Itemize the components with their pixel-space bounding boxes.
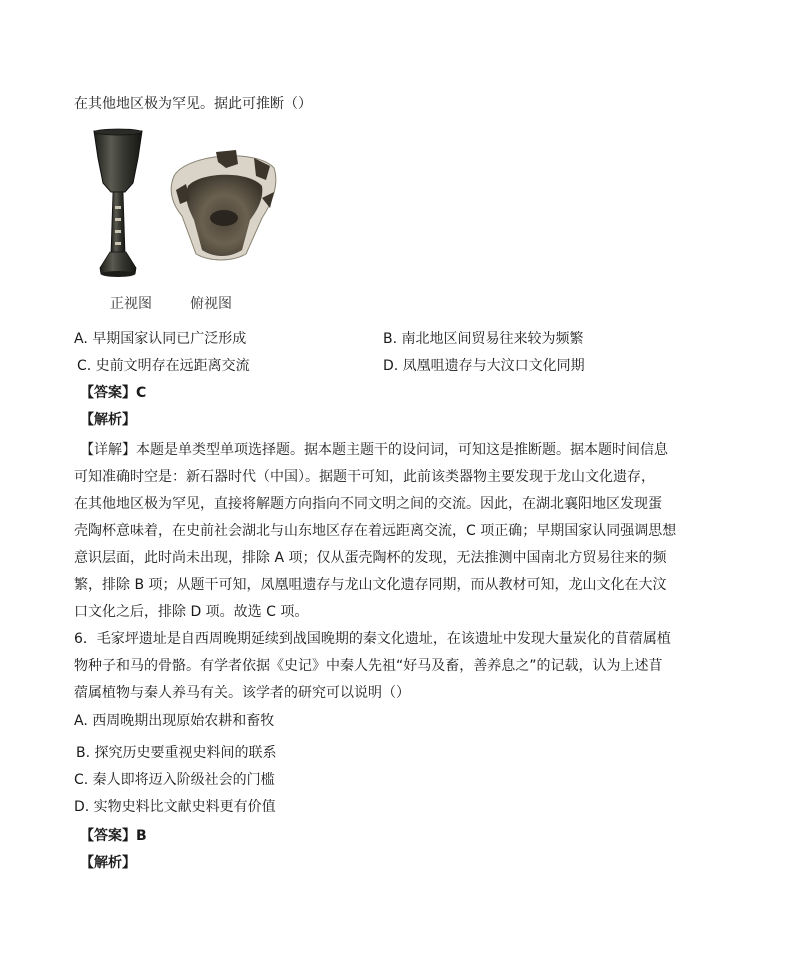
question-5-option-c: C. 史前文明存在远距离交流: [77, 358, 250, 374]
question-5-detail-line: 【详解】本题是单类型单项选择题。据本题主题干的设问词，可知这是推断题。据本题时间信息: [80, 442, 668, 458]
question-6-option-b: B. 探究历史要重视史料间的联系: [76, 745, 277, 761]
question-6-stem-line: 6．毛家坪遗址是自西周晚期延续到战国晚期的秦文化遗址，在该遗址中发现大量炭化的苜蓿属植: [74, 631, 671, 647]
top-view-label: 俯视图: [190, 296, 232, 312]
question-6-option-c: C. 秦人即将迈入阶级社会的门槛: [74, 772, 275, 788]
question-5-analysis-label: 【解析】: [80, 412, 136, 428]
question-5-detail-line: 壳陶杯意味着，在史前社会湖北与山东地区存在着远距离交流，C 项正确；早期国家认同强调思想: [74, 523, 677, 539]
question-6-option-d: D. 实物史料比文献史料更有价值: [74, 799, 276, 815]
question-5-detail-line: 在其他地区极为罕见，直接将解题方向指向不同文明之间的交流。因此，在湖北襄阳地区发现蛋: [74, 496, 662, 512]
question-5-option-d: D. 凤凰咀遗存与大汶口文化同期: [383, 358, 585, 374]
question-5-option-b: B. 南北地区间贸易往来较为频繁: [383, 331, 584, 347]
question-5-detail-line: 口文化之后，排除 D 项。故选 C 项。: [74, 604, 309, 620]
front-view-label: 正视图: [110, 296, 152, 312]
question-6-answer: 【答案】B: [80, 828, 147, 844]
question-6-option-a: A. 西周晚期出现原始农耕和畜牧: [74, 713, 275, 729]
question-6-stem-line: 蓿属植物与秦人养马有关。该学者的研究可以说明（）: [74, 685, 410, 701]
question-5-option-a: A. 早期国家认同已广泛形成: [74, 331, 247, 347]
eggshell-cup-top-view-icon: [166, 146, 280, 264]
question-5-detail-line: 可知准确时空是：新石器时代（中国）。据题干可知，此前该类器物主要发现于龙山文化遗存，: [74, 469, 655, 485]
question-5-detail-line: 繁，排除 B 项；从题干可知，凤凰咀遗存与龙山文化遗存同期，而从教材可知，龙山文化在大汶: [74, 577, 667, 593]
question-5-detail-line: 意识层面，此时尚未出现，排除 A 项；仅从蛋壳陶杯的发现，无法推测中国南北方贸易往来的频: [74, 550, 667, 566]
question-5-answer: 【答案】C: [80, 385, 147, 401]
question-5-stem: 在其他地区极为罕见。据此可推断（）: [74, 96, 312, 112]
question-6-analysis-label: 【解析】: [80, 855, 136, 871]
eggshell-cup-front-view-icon: [88, 128, 148, 278]
question-6-stem-line: 物种子和马的骨骼。有学者依据《史记》中秦人先祖“好马及畜，善养息之”的记载，认为上述苜: [74, 658, 663, 674]
